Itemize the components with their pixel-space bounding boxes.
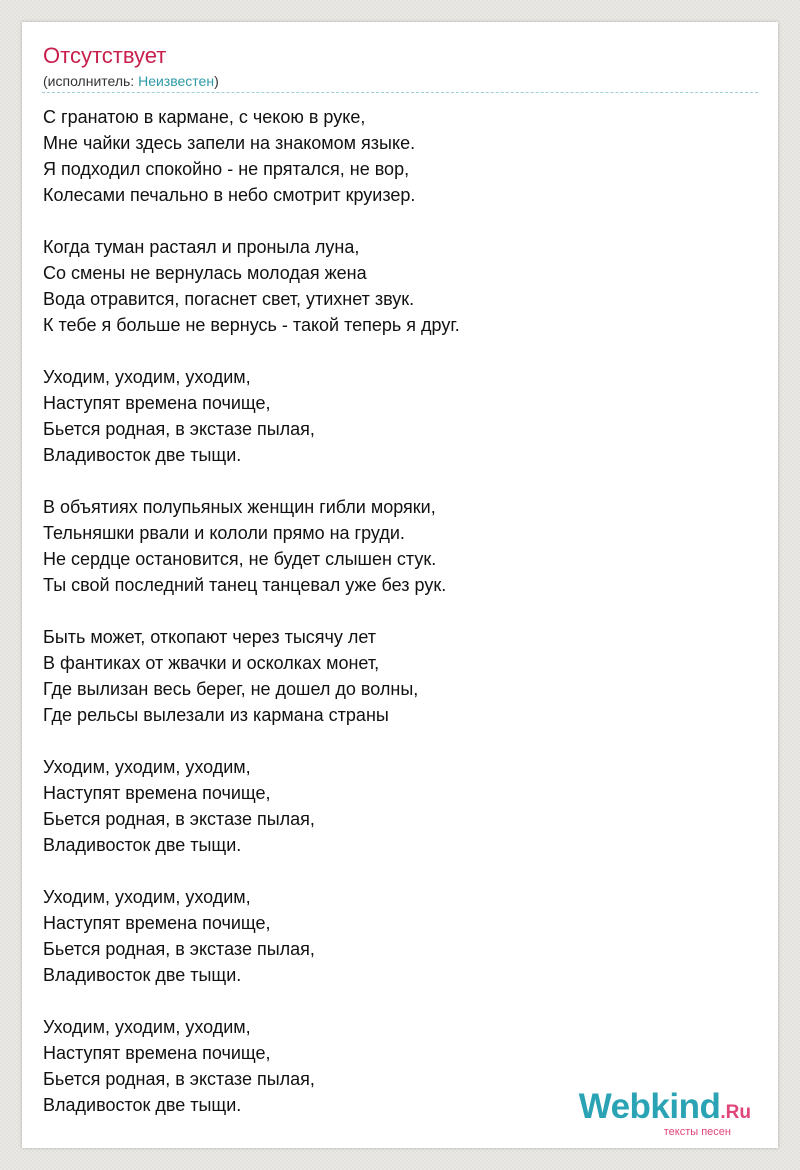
lyrics-stanza — [43, 364, 743, 468]
performer-link[interactable]: Неизвестен — [138, 73, 215, 89]
lyric-line: Со смены не вернулась молодая жена — [43, 263, 367, 283]
lyric-line: Тельняшки рвали и кололи прямо на груди. — [43, 523, 405, 543]
lyric-line: С гранатою в кармане, с чекою в руке, — [43, 107, 366, 127]
lyric-line: Наступят времена почище, — [43, 393, 271, 413]
lyric-line: Владивосток две тыщи. — [43, 445, 242, 465]
lyrics-card — [22, 22, 778, 1148]
lyric-line: Бьется родная, в экстазе пылая, — [43, 419, 315, 439]
lyric-line: В объятиях полупьяных женщин гибли моряки, — [43, 497, 436, 517]
lyric-line: Наступят времена почище, — [43, 783, 271, 803]
lyric-line: Уходим, уходим, уходим, — [43, 887, 251, 907]
lyrics-stanza — [43, 754, 743, 858]
lyrics-stanza — [43, 494, 743, 598]
lyrics-stanza — [43, 624, 743, 728]
song-title: Отсутствует — [43, 43, 167, 68]
lyrics-stanza — [43, 234, 743, 338]
lyric-line: Мне чайки здесь запели на знакомом языке. — [43, 133, 416, 153]
logo-name: Webkind — [578, 1087, 721, 1126]
logo-tagline: тексты песен — [663, 1126, 731, 1138]
lyric-line: Бьется родная, в экстазе пылая, — [43, 809, 315, 829]
performer-line — [43, 72, 219, 90]
lyrics-body — [43, 104, 743, 1144]
lyric-line: Бьется родная, в экстазе пылая, — [43, 939, 315, 959]
lyric-line: Бьется родная, в экстазе пылая, — [43, 1069, 315, 1089]
lyric-line: Вода отравится, погаснет свет, утихнет звук. — [43, 289, 415, 309]
webkind-logo[interactable] — [579, 1089, 751, 1138]
lyric-line: Не сердце остановится, не будет слышен стук. — [43, 549, 437, 569]
lyric-line: Владивосток две тыщи. — [43, 835, 242, 855]
performer-suffix: ) — [214, 73, 219, 89]
lyric-line: Уходим, уходим, уходим, — [43, 1017, 251, 1037]
lyric-line: Когда туман растаял и пронылa луна, — [43, 237, 360, 257]
lyric-line: Владивосток две тыщи. — [43, 965, 242, 985]
lyric-line: Где рельсы вылезали из кармана страны — [43, 705, 389, 725]
lyric-line: К тебе я больше не вернусь - такой теперь я друг. — [43, 315, 460, 335]
logo-tld: .Ru — [720, 1102, 751, 1123]
performer-prefix: (исполнитель: — [43, 73, 139, 89]
title-divider — [42, 92, 758, 93]
lyric-line: Уходим, уходим, уходим, — [43, 757, 251, 777]
lyric-line: Наступят времена почище, — [43, 1043, 271, 1063]
lyric-line: Наступят времена почище, — [43, 913, 271, 933]
lyric-line: В фантиках от жвачки и осколках монет, — [43, 653, 380, 673]
lyric-line: Я подходил спокойно - не прятался, не вор, — [43, 159, 410, 179]
lyric-line: Ты свой последний танец танцевал уже без рук. — [43, 575, 447, 595]
lyrics-stanza — [43, 104, 743, 208]
lyric-line: Колесами печально в небо смотрит круизер. — [43, 185, 416, 205]
lyric-line: Где вылизан весь берег, не дошел до волны, — [43, 679, 419, 699]
lyrics-stanza — [43, 884, 743, 988]
lyric-line: Быть может, откопают через тысячу лет — [43, 627, 377, 647]
lyric-line: Владивосток две тыщи. — [43, 1095, 242, 1115]
lyric-line: Уходим, уходим, уходим, — [43, 367, 251, 387]
